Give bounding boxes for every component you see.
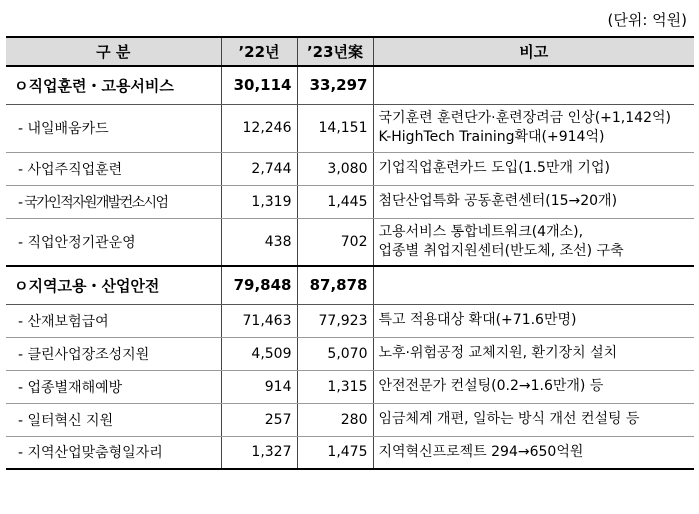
item-label: - 사업주직업훈련: [6, 152, 221, 185]
item-2023: 702: [297, 218, 373, 266]
item-2023: 14,151: [297, 104, 373, 152]
item-2023: 1,315: [297, 370, 373, 403]
item-remarks: [373, 370, 694, 403]
table-row: [6, 218, 694, 266]
unit-label: (단위: 억원): [607, 11, 687, 29]
remark-line: 기업직업훈련카드 도입(1.5만개 기업): [378, 160, 610, 176]
item-2022: 12,246: [221, 104, 297, 152]
item-label: - 국가인적자원개발컨소시엄: [6, 185, 221, 218]
table-row: [6, 403, 694, 436]
item-2022: 914: [221, 370, 297, 403]
section-title: ㅇ직업훈련・고용서비스: [6, 66, 221, 104]
table-row: [6, 185, 694, 218]
item-2023: 280: [297, 403, 373, 436]
item-label: - 업종별재해예방: [6, 370, 221, 403]
item-label: - 클린사업장조성지원: [6, 337, 221, 370]
item-label: - 산재보험급여: [6, 304, 221, 337]
remark-line: 지역혁신프로젝트 294→650억원: [378, 443, 584, 460]
item-2022: 2,744: [221, 152, 297, 185]
item-2023: 1,475: [297, 436, 373, 469]
item-2022: 4,509: [221, 337, 297, 370]
item-remarks: [373, 218, 694, 266]
remark-line: 특고 적용대상 확대(+71.6만명): [378, 312, 577, 328]
item-2022: 438: [221, 218, 297, 266]
remark-line: 고용서비스 통합네트워크(4개소),: [378, 223, 584, 240]
item-2022: 1,327: [221, 436, 297, 469]
item-remarks: [373, 104, 694, 152]
remark-line: 국기훈련 훈련단가·훈련장려금 인상(+1,142억): [378, 110, 671, 126]
item-remarks: [373, 337, 694, 370]
item-label: - 일터혁신 지원: [6, 403, 221, 436]
header-row: [6, 37, 694, 66]
remark-line: 업종별 취업지원센터(반도체, 조선) 구축: [378, 242, 624, 259]
section-2023: 33,297: [297, 66, 373, 104]
table-row: [6, 152, 694, 185]
section-2022: 30,114: [221, 66, 297, 104]
item-remarks: [373, 185, 694, 218]
item-2023: 5,070: [297, 337, 373, 370]
section-2023: 87,878: [297, 266, 373, 304]
remark-line: 노후·위험공정 교체지원, 환기장치 설치: [378, 345, 618, 361]
remark-line: K-HighTech Training확대(+914억): [378, 129, 605, 145]
table-row: [6, 436, 694, 469]
item-label: - 직업안정기관운영: [6, 218, 221, 266]
item-remarks: [373, 304, 694, 337]
item-2023: 77,923: [297, 304, 373, 337]
item-2023: 1,445: [297, 185, 373, 218]
table-row: [6, 104, 694, 152]
section-remarks: [373, 66, 694, 104]
header-2022: ’22년: [221, 37, 297, 66]
remark-line: 첨단산업특화 공동훈련센터(15→20개): [378, 193, 618, 209]
table-row: [6, 337, 694, 370]
item-2022: 257: [221, 403, 297, 436]
section-row: [6, 66, 694, 104]
remark-line: 안전전문가 컨설팅(0.2→1.6만개) 등: [378, 378, 604, 394]
table-row: [6, 370, 694, 403]
item-2022: 71,463: [221, 304, 297, 337]
section-2022: 79,848: [221, 266, 297, 304]
item-remarks: [373, 403, 694, 436]
item-2022: 1,319: [221, 185, 297, 218]
item-remarks: [373, 152, 694, 185]
item-remarks: [373, 436, 694, 469]
section-remarks: [373, 266, 694, 304]
section-row: [6, 266, 694, 304]
budget-table: [6, 36, 694, 470]
header-category: 구 분: [6, 37, 221, 66]
header-remarks: 비고: [373, 37, 694, 66]
header-2023: ’23년案: [297, 37, 373, 66]
item-label: - 지역산업맞춤형일자리: [6, 436, 221, 469]
item-2023: 3,080: [297, 152, 373, 185]
remark-line: 임금체계 개편, 일하는 방식 개선 컨설팅 등: [378, 411, 640, 427]
section-title: ㅇ지역고용・산업안전: [6, 266, 221, 304]
table-row: [6, 304, 694, 337]
item-label: - 내일배움카드: [6, 104, 221, 152]
